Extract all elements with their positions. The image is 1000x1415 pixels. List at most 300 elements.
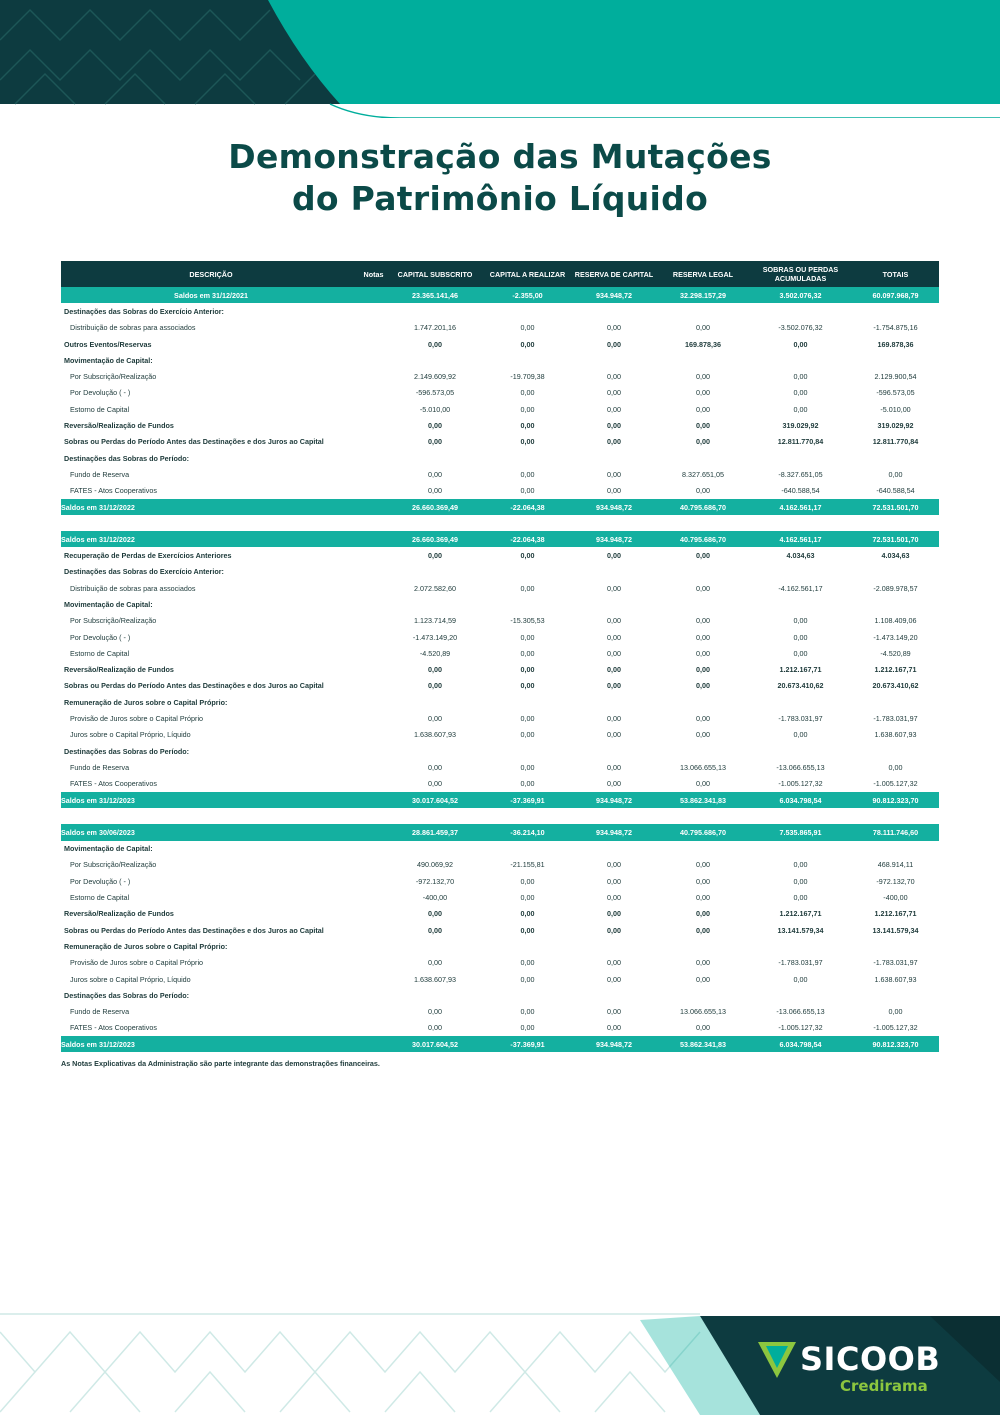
cell-capital-subscrito: 0,00 <box>428 486 442 496</box>
cell-capital-subscrito <box>386 938 484 954</box>
table-row <box>61 662 939 678</box>
row-notas <box>361 808 386 824</box>
row-description: Movimentação de Capital: <box>64 355 153 365</box>
cell-reserva-legal: 53.862.341,83 <box>657 792 749 808</box>
cell-reserva-de-capital <box>571 987 657 1003</box>
cell-reserva-legal <box>657 808 749 824</box>
cell-capital-subscrito: 0,00 <box>428 665 442 675</box>
cell-totais: -640.588,54 <box>876 486 915 496</box>
cell-capital-subscrito: 0,00 <box>428 551 442 561</box>
cell-reserva-legal: 0,00 <box>696 958 710 968</box>
cell-reserva-legal: 0,00 <box>696 437 710 447</box>
row-notas <box>361 368 386 384</box>
cell-capital-a-realizar <box>484 564 571 580</box>
row-notas <box>361 841 386 857</box>
cell-sobras-ou-perdas: 0,00 <box>793 616 808 626</box>
cell-sobras-ou-perdas <box>749 352 852 368</box>
cell-capital-subscrito: -5.010,00 <box>419 404 451 414</box>
row-description: Sobras ou Perdas do Período Antes das Destinações e dos Juros ao Capital <box>64 925 324 935</box>
cell-sobras-ou-perdas: -13.066.655,13 <box>776 1007 825 1017</box>
row-notas <box>361 662 386 678</box>
table-row <box>61 613 939 629</box>
cell-reserva-legal: 0,00 <box>696 876 710 886</box>
cell-capital-subscrito: 23.365.141,46 <box>386 287 484 303</box>
cell-totais <box>852 564 939 580</box>
row-notas <box>361 792 386 808</box>
cell-capital-a-realizar: 0,00 <box>520 388 535 398</box>
table-row <box>61 1020 939 1036</box>
cell-reserva-legal <box>657 987 749 1003</box>
row-notas <box>361 1003 386 1019</box>
cell-capital-a-realizar: -22.064,38 <box>484 531 571 547</box>
cell-capital-a-realizar <box>484 808 571 824</box>
row-notas <box>361 694 386 710</box>
cell-totais <box>852 596 939 612</box>
cell-capital-subscrito <box>386 743 484 759</box>
cell-capital-a-realizar <box>484 987 571 1003</box>
cell-reserva-legal: 0,00 <box>696 372 710 382</box>
cell-totais: 1.108.409,06 <box>874 616 917 626</box>
cell-sobras-ou-perdas <box>749 450 852 466</box>
row-description: Reversão/Realização de Fundos <box>64 665 174 675</box>
row-notas <box>361 1020 386 1036</box>
cell-totais: -4.520,89 <box>880 648 911 658</box>
cell-sobras-ou-perdas: 0,00 <box>793 860 808 870</box>
cell-capital-a-realizar <box>484 938 571 954</box>
cell-capital-a-realizar <box>484 841 571 857</box>
title-line-2: do Patrimônio Líquido <box>291 179 709 218</box>
cell-reserva-de-capital: 0,00 <box>607 714 621 724</box>
cell-capital-a-realizar: 0,00 <box>520 404 535 414</box>
cell-sobras-ou-perdas <box>749 694 852 710</box>
row-notas <box>361 759 386 775</box>
cell-capital-a-realizar: 0,00 <box>520 779 535 789</box>
table-row <box>61 385 939 401</box>
spacer-row <box>61 515 939 531</box>
row-notas <box>361 352 386 368</box>
row-description: Por Subscrição/Realização <box>70 860 157 870</box>
row-description: Saldos em 31/12/2021 <box>61 287 361 303</box>
cell-capital-a-realizar: 0,00 <box>520 437 535 447</box>
table-row <box>61 320 939 336</box>
cell-reserva-de-capital: 0,00 <box>607 893 621 903</box>
cell-totais: -972.132,70 <box>876 876 915 886</box>
cell-reserva-de-capital: 0,00 <box>607 876 621 886</box>
cell-reserva-de-capital: 934.948,72 <box>571 824 657 840</box>
table-row <box>61 743 939 759</box>
cell-sobras-ou-perdas <box>749 303 852 319</box>
cell-sobras-ou-perdas: 319.029,92 <box>782 421 819 431</box>
cell-sobras-ou-perdas <box>749 564 852 580</box>
row-description: Saldos em 30/06/2023 <box>61 824 361 840</box>
row-description <box>61 808 361 824</box>
row-notas <box>361 938 386 954</box>
cell-capital-subscrito: 0,00 <box>428 681 442 691</box>
table-row <box>61 596 939 612</box>
cell-capital-subscrito <box>386 564 484 580</box>
row-description: Saldos em 31/12/2023 <box>61 792 361 808</box>
row-notas <box>361 1036 386 1052</box>
row-notas <box>361 320 386 336</box>
spacer-row <box>61 808 939 824</box>
cell-reserva-de-capital: 0,00 <box>607 730 621 740</box>
cell-totais: -5.010,00 <box>880 404 911 414</box>
cell-capital-subscrito: 30.017.604,52 <box>386 792 484 808</box>
cell-reserva-de-capital: 0,00 <box>607 648 621 658</box>
row-description: Provisão de Juros sobre o Capital Próprio <box>70 958 204 968</box>
cell-reserva-de-capital <box>571 515 657 531</box>
row-description: Saldos em 31/12/2022 <box>61 499 361 515</box>
cell-sobras-ou-perdas: 20.673.410,62 <box>777 681 824 691</box>
cell-reserva-de-capital: 0,00 <box>607 974 621 984</box>
cell-sobras-ou-perdas: 0,00 <box>793 632 808 642</box>
cell-sobras-ou-perdas <box>749 808 852 824</box>
cell-totais: 90.812.323,70 <box>852 1036 939 1052</box>
row-description: Destinações das Sobras do Período: <box>64 453 190 463</box>
cell-reserva-legal: 13.066.655,13 <box>680 1007 726 1017</box>
cell-sobras-ou-perdas: -3.502.076,32 <box>778 323 823 333</box>
cell-totais: 1.212.167,71 <box>874 665 917 675</box>
cell-reserva-legal <box>657 450 749 466</box>
cell-capital-subscrito: -972.132,70 <box>415 876 455 886</box>
cell-sobras-ou-perdas: 1.212.167,71 <box>779 665 822 675</box>
cell-capital-a-realizar <box>484 515 571 531</box>
table-row <box>61 906 939 922</box>
cell-sobras-ou-perdas: -8.327.651,05 <box>778 469 823 479</box>
cell-capital-a-realizar: 0,00 <box>520 681 535 691</box>
row-notas <box>361 483 386 499</box>
row-notas <box>361 336 386 352</box>
row-notas <box>361 971 386 987</box>
table-body <box>61 287 939 1052</box>
cell-capital-subscrito: 0,00 <box>428 469 442 479</box>
col-header-totais: TOTAIS <box>852 261 939 287</box>
cell-reserva-de-capital: 0,00 <box>607 681 621 691</box>
table-row <box>61 971 939 987</box>
row-notas <box>361 515 386 531</box>
cell-totais: 1.638.607,93 <box>874 730 917 740</box>
cell-reserva-legal: 0,00 <box>696 714 710 724</box>
cell-reserva-de-capital: 0,00 <box>607 339 621 349</box>
row-notas <box>361 678 386 694</box>
cell-sobras-ou-perdas: 1.212.167,71 <box>779 909 822 919</box>
row-notas <box>361 580 386 596</box>
cell-sobras-ou-perdas: 0,00 <box>793 876 808 886</box>
table-row <box>61 564 939 580</box>
cell-totais: -596.573,05 <box>876 388 915 398</box>
cell-capital-subscrito: 1.638.607,93 <box>414 730 456 740</box>
balance-row <box>61 824 939 840</box>
cell-reserva-de-capital <box>571 352 657 368</box>
cell-capital-a-realizar: -37.369,91 <box>484 1036 571 1052</box>
row-notas <box>361 857 386 873</box>
cell-capital-subscrito: 1.747.201,16 <box>414 323 456 333</box>
row-notas <box>361 922 386 938</box>
row-notas <box>361 385 386 401</box>
cell-totais: 72.531.501,70 <box>852 531 939 547</box>
row-description: Por Subscrição/Realização <box>70 616 157 626</box>
cell-totais: 1.638.607,93 <box>874 974 917 984</box>
cell-capital-a-realizar <box>484 303 571 319</box>
cell-sobras-ou-perdas: 0,00 <box>793 974 808 984</box>
col-header-notas: Notas <box>361 261 386 287</box>
table-header-row <box>61 261 939 287</box>
cell-capital-subscrito <box>386 841 484 857</box>
cell-capital-a-realizar: 0,00 <box>520 665 535 675</box>
table-row <box>61 466 939 482</box>
table-row <box>61 955 939 971</box>
cell-reserva-de-capital <box>571 596 657 612</box>
cell-sobras-ou-perdas: 0,00 <box>793 388 808 398</box>
cell-reserva-de-capital: 0,00 <box>607 1007 621 1017</box>
row-notas <box>361 743 386 759</box>
cell-reserva-legal: 0,00 <box>696 388 710 398</box>
col-header-reserva-legal: RESERVA LEGAL <box>657 261 749 287</box>
cell-reserva-de-capital <box>571 808 657 824</box>
table-row <box>61 873 939 889</box>
cell-totais: 169.878,36 <box>877 339 914 349</box>
cell-totais <box>852 694 939 710</box>
cell-capital-a-realizar: -37.369,91 <box>484 792 571 808</box>
cell-totais: 90.812.323,70 <box>852 792 939 808</box>
cell-reserva-de-capital: 0,00 <box>607 551 621 561</box>
cell-sobras-ou-perdas: 0,00 <box>793 648 808 658</box>
row-description: Estorno de Capital <box>70 404 130 414</box>
cell-capital-subscrito: 28.861.459,37 <box>386 824 484 840</box>
cell-capital-a-realizar <box>484 352 571 368</box>
cell-totais: -1.783.031,97 <box>873 714 918 724</box>
cell-capital-a-realizar: 0,00 <box>520 339 535 349</box>
cell-capital-subscrito <box>386 808 484 824</box>
cell-reserva-legal: 40.795.686,70 <box>657 824 749 840</box>
cell-reserva-legal <box>657 515 749 531</box>
cell-capital-subscrito: 0,00 <box>428 925 442 935</box>
cell-capital-a-realizar: 0,00 <box>520 486 535 496</box>
cell-capital-a-realizar <box>484 596 571 612</box>
row-description: Sobras ou Perdas do Período Antes das Destinações e dos Juros ao Capital <box>64 437 324 447</box>
balance-row <box>61 499 939 515</box>
row-notas <box>361 417 386 433</box>
cell-reserva-de-capital: 0,00 <box>607 632 621 642</box>
cell-totais: 468.914,11 <box>877 860 914 870</box>
row-description: Remuneração de Juros sobre o Capital Próprio: <box>64 697 228 707</box>
table-row <box>61 645 939 661</box>
cell-capital-subscrito: -400,00 <box>422 893 448 903</box>
cell-reserva-de-capital: 0,00 <box>607 437 621 447</box>
row-description: Destinações das Sobras do Exercício Anterior: <box>64 306 224 316</box>
cell-reserva-de-capital: 0,00 <box>607 1023 621 1033</box>
cell-reserva-legal: 0,00 <box>696 323 710 333</box>
cell-capital-a-realizar: -15.305,53 <box>510 616 545 626</box>
col-header-capital-a-realizar: CAPITAL A REALIZAR <box>484 261 571 287</box>
row-description: Por Devolução ( - ) <box>70 876 131 886</box>
cell-reserva-legal: 40.795.686,70 <box>657 531 749 547</box>
cell-sobras-ou-perdas: 4.162.561,17 <box>749 499 852 515</box>
equity-statement-table-wrap <box>61 261 939 1052</box>
footnote: As Notas Explicativas da Administração são parte integrante das demonstrações financeiras. <box>61 1059 380 1068</box>
cell-reserva-de-capital: 0,00 <box>607 762 621 772</box>
cell-totais: -1.783.031,97 <box>873 958 918 968</box>
cell-reserva-legal: 169.878,36 <box>685 339 721 349</box>
cell-capital-a-realizar: 0,00 <box>520 730 535 740</box>
cell-capital-subscrito: 0,00 <box>428 958 442 968</box>
cell-capital-subscrito: 2.149.609,92 <box>414 372 456 382</box>
cell-reserva-legal: 53.862.341,83 <box>657 1036 749 1052</box>
cell-reserva-legal: 0,00 <box>696 632 710 642</box>
table-row <box>61 776 939 792</box>
cell-capital-a-realizar: 0,00 <box>520 974 535 984</box>
page-title <box>0 136 1000 220</box>
cell-reserva-de-capital: 0,00 <box>607 925 621 935</box>
cell-reserva-de-capital <box>571 938 657 954</box>
table-row <box>61 922 939 938</box>
cell-capital-a-realizar <box>484 450 571 466</box>
cell-capital-subscrito: 1.123.714,59 <box>414 616 456 626</box>
cell-sobras-ou-perdas <box>749 743 852 759</box>
cell-reserva-de-capital: 0,00 <box>607 372 621 382</box>
cell-capital-a-realizar: 0,00 <box>520 925 535 935</box>
cell-sobras-ou-perdas: 0,00 <box>793 372 808 382</box>
row-description: Por Devolução ( - ) <box>70 632 131 642</box>
cell-reserva-de-capital: 0,00 <box>607 665 621 675</box>
cell-sobras-ou-perdas: 7.535.865,91 <box>749 824 852 840</box>
cell-reserva-legal: 0,00 <box>696 648 710 658</box>
cell-sobras-ou-perdas: 12.811.770,84 <box>777 437 824 447</box>
row-notas <box>361 287 386 303</box>
row-description: Sobras ou Perdas do Período Antes das Destinações e dos Juros ao Capital <box>64 681 324 691</box>
cell-sobras-ou-perdas: 13.141.579,34 <box>777 925 824 935</box>
cell-capital-subscrito: 0,00 <box>428 909 442 919</box>
cell-capital-a-realizar: 0,00 <box>520 323 535 333</box>
table-row <box>61 417 939 433</box>
table-row <box>61 580 939 596</box>
cell-totais: 13.141.579,34 <box>872 925 919 935</box>
col-header-descricao: DESCRIÇÃO <box>61 261 361 287</box>
table-row <box>61 889 939 905</box>
cell-totais <box>852 303 939 319</box>
cell-reserva-legal: 0,00 <box>696 486 710 496</box>
table-row <box>61 841 939 857</box>
cell-capital-a-realizar: 0,00 <box>520 648 535 658</box>
cell-reserva-de-capital <box>571 694 657 710</box>
cell-sobras-ou-perdas: 4.034,63 <box>786 551 815 561</box>
row-description: Saldos em 31/12/2023 <box>61 1036 361 1052</box>
col-header-reserva-de-capital: RESERVA DE CAPITAL <box>571 261 657 287</box>
cell-reserva-legal: 0,00 <box>696 681 710 691</box>
cell-capital-subscrito: -596.573,05 <box>415 388 455 398</box>
cell-totais: -1.005.127,32 <box>873 1023 918 1033</box>
cell-totais <box>852 352 939 368</box>
cell-reserva-de-capital: 934.948,72 <box>571 499 657 515</box>
table-row <box>61 450 939 466</box>
table-row <box>61 727 939 743</box>
table-row <box>61 368 939 384</box>
cell-capital-a-realizar: -22.064,38 <box>484 499 571 515</box>
row-notas <box>361 547 386 563</box>
cell-capital-subscrito <box>386 352 484 368</box>
cell-capital-subscrito: -1.473.149,20 <box>412 632 458 642</box>
cell-sobras-ou-perdas <box>749 938 852 954</box>
cell-totais: -2.089.978,57 <box>873 583 918 593</box>
cell-capital-subscrito <box>386 596 484 612</box>
col-header-sobras-ou-perdas: SOBRAS OU PERDAS ACUMULADAS <box>749 261 852 287</box>
balance-row <box>61 792 939 808</box>
cell-reserva-de-capital: 0,00 <box>607 909 621 919</box>
balance-row <box>61 1036 939 1052</box>
row-notas <box>361 710 386 726</box>
cell-capital-a-realizar: -36.214,10 <box>484 824 571 840</box>
row-notas <box>361 776 386 792</box>
cell-reserva-de-capital: 0,00 <box>607 323 621 333</box>
col-header-capital-subscrito: CAPITAL SUBSCRITO <box>386 261 484 287</box>
row-description: FATES - Atos Cooperativos <box>70 1023 157 1033</box>
cell-sobras-ou-perdas: 0,00 <box>793 339 808 349</box>
sicoob-logo-subtitle: Credirama <box>840 1377 928 1395</box>
cell-sobras-ou-perdas: 6.034.798,54 <box>749 1036 852 1052</box>
cell-totais: 78.111.746,60 <box>852 824 939 840</box>
cell-capital-subscrito: 26.660.369,49 <box>386 499 484 515</box>
cell-reserva-legal: 0,00 <box>696 616 710 626</box>
row-description: Distribuição de sobras para associados <box>70 323 196 333</box>
row-description: Recuperação de Perdas de Exercícios Anteriores <box>64 551 232 561</box>
cell-reserva-de-capital <box>571 564 657 580</box>
cell-totais: -1.754.875,16 <box>873 323 918 333</box>
cell-capital-a-realizar: 0,00 <box>520 893 535 903</box>
row-description <box>61 515 361 531</box>
table-row <box>61 1003 939 1019</box>
row-notas <box>361 531 386 547</box>
cell-reserva-de-capital: 0,00 <box>607 421 621 431</box>
cell-capital-a-realizar: 0,00 <box>520 762 535 772</box>
table-row <box>61 547 939 563</box>
cell-capital-a-realizar: 0,00 <box>520 551 535 561</box>
cell-capital-subscrito: -4.520,89 <box>419 648 451 658</box>
cell-reserva-de-capital: 934.948,72 <box>571 531 657 547</box>
cell-reserva-legal <box>657 841 749 857</box>
row-notas <box>361 434 386 450</box>
cell-capital-subscrito: 1.638.607,93 <box>414 974 456 984</box>
cell-capital-a-realizar <box>484 743 571 759</box>
row-notas <box>361 645 386 661</box>
cell-reserva-de-capital <box>571 303 657 319</box>
cell-capital-a-realizar: 0,00 <box>520 469 535 479</box>
cell-totais <box>852 987 939 1003</box>
cell-totais: -400,00 <box>883 893 908 903</box>
table-row <box>61 336 939 352</box>
cell-capital-subscrito: 2.072.582,60 <box>414 583 456 593</box>
row-description: Juros sobre o Capital Próprio, Líquido <box>70 974 191 984</box>
table-row <box>61 987 939 1003</box>
cell-reserva-legal: 0,00 <box>696 404 710 414</box>
row-description: Fundo de Reserva <box>70 469 130 479</box>
row-notas <box>361 401 386 417</box>
cell-totais: 319.029,92 <box>877 421 914 431</box>
cell-capital-subscrito <box>386 515 484 531</box>
sicoob-logo-icon <box>758 1342 796 1378</box>
cell-capital-subscrito: 0,00 <box>428 1023 442 1033</box>
row-description: Destinações das Sobras do Período: <box>64 746 190 756</box>
table-row <box>61 352 939 368</box>
cell-reserva-legal: 0,00 <box>696 893 710 903</box>
row-notas <box>361 629 386 645</box>
cell-capital-subscrito: 0,00 <box>428 779 442 789</box>
cell-totais: 1.212.167,71 <box>874 909 917 919</box>
sicoob-logo-text: SICOOB <box>800 1340 941 1378</box>
row-description: Remuneração de Juros sobre o Capital Próprio: <box>64 941 228 951</box>
cell-totais <box>852 515 939 531</box>
cell-totais: -1.473.149,20 <box>873 632 918 642</box>
row-description: Por Devolução ( - ) <box>70 388 131 398</box>
